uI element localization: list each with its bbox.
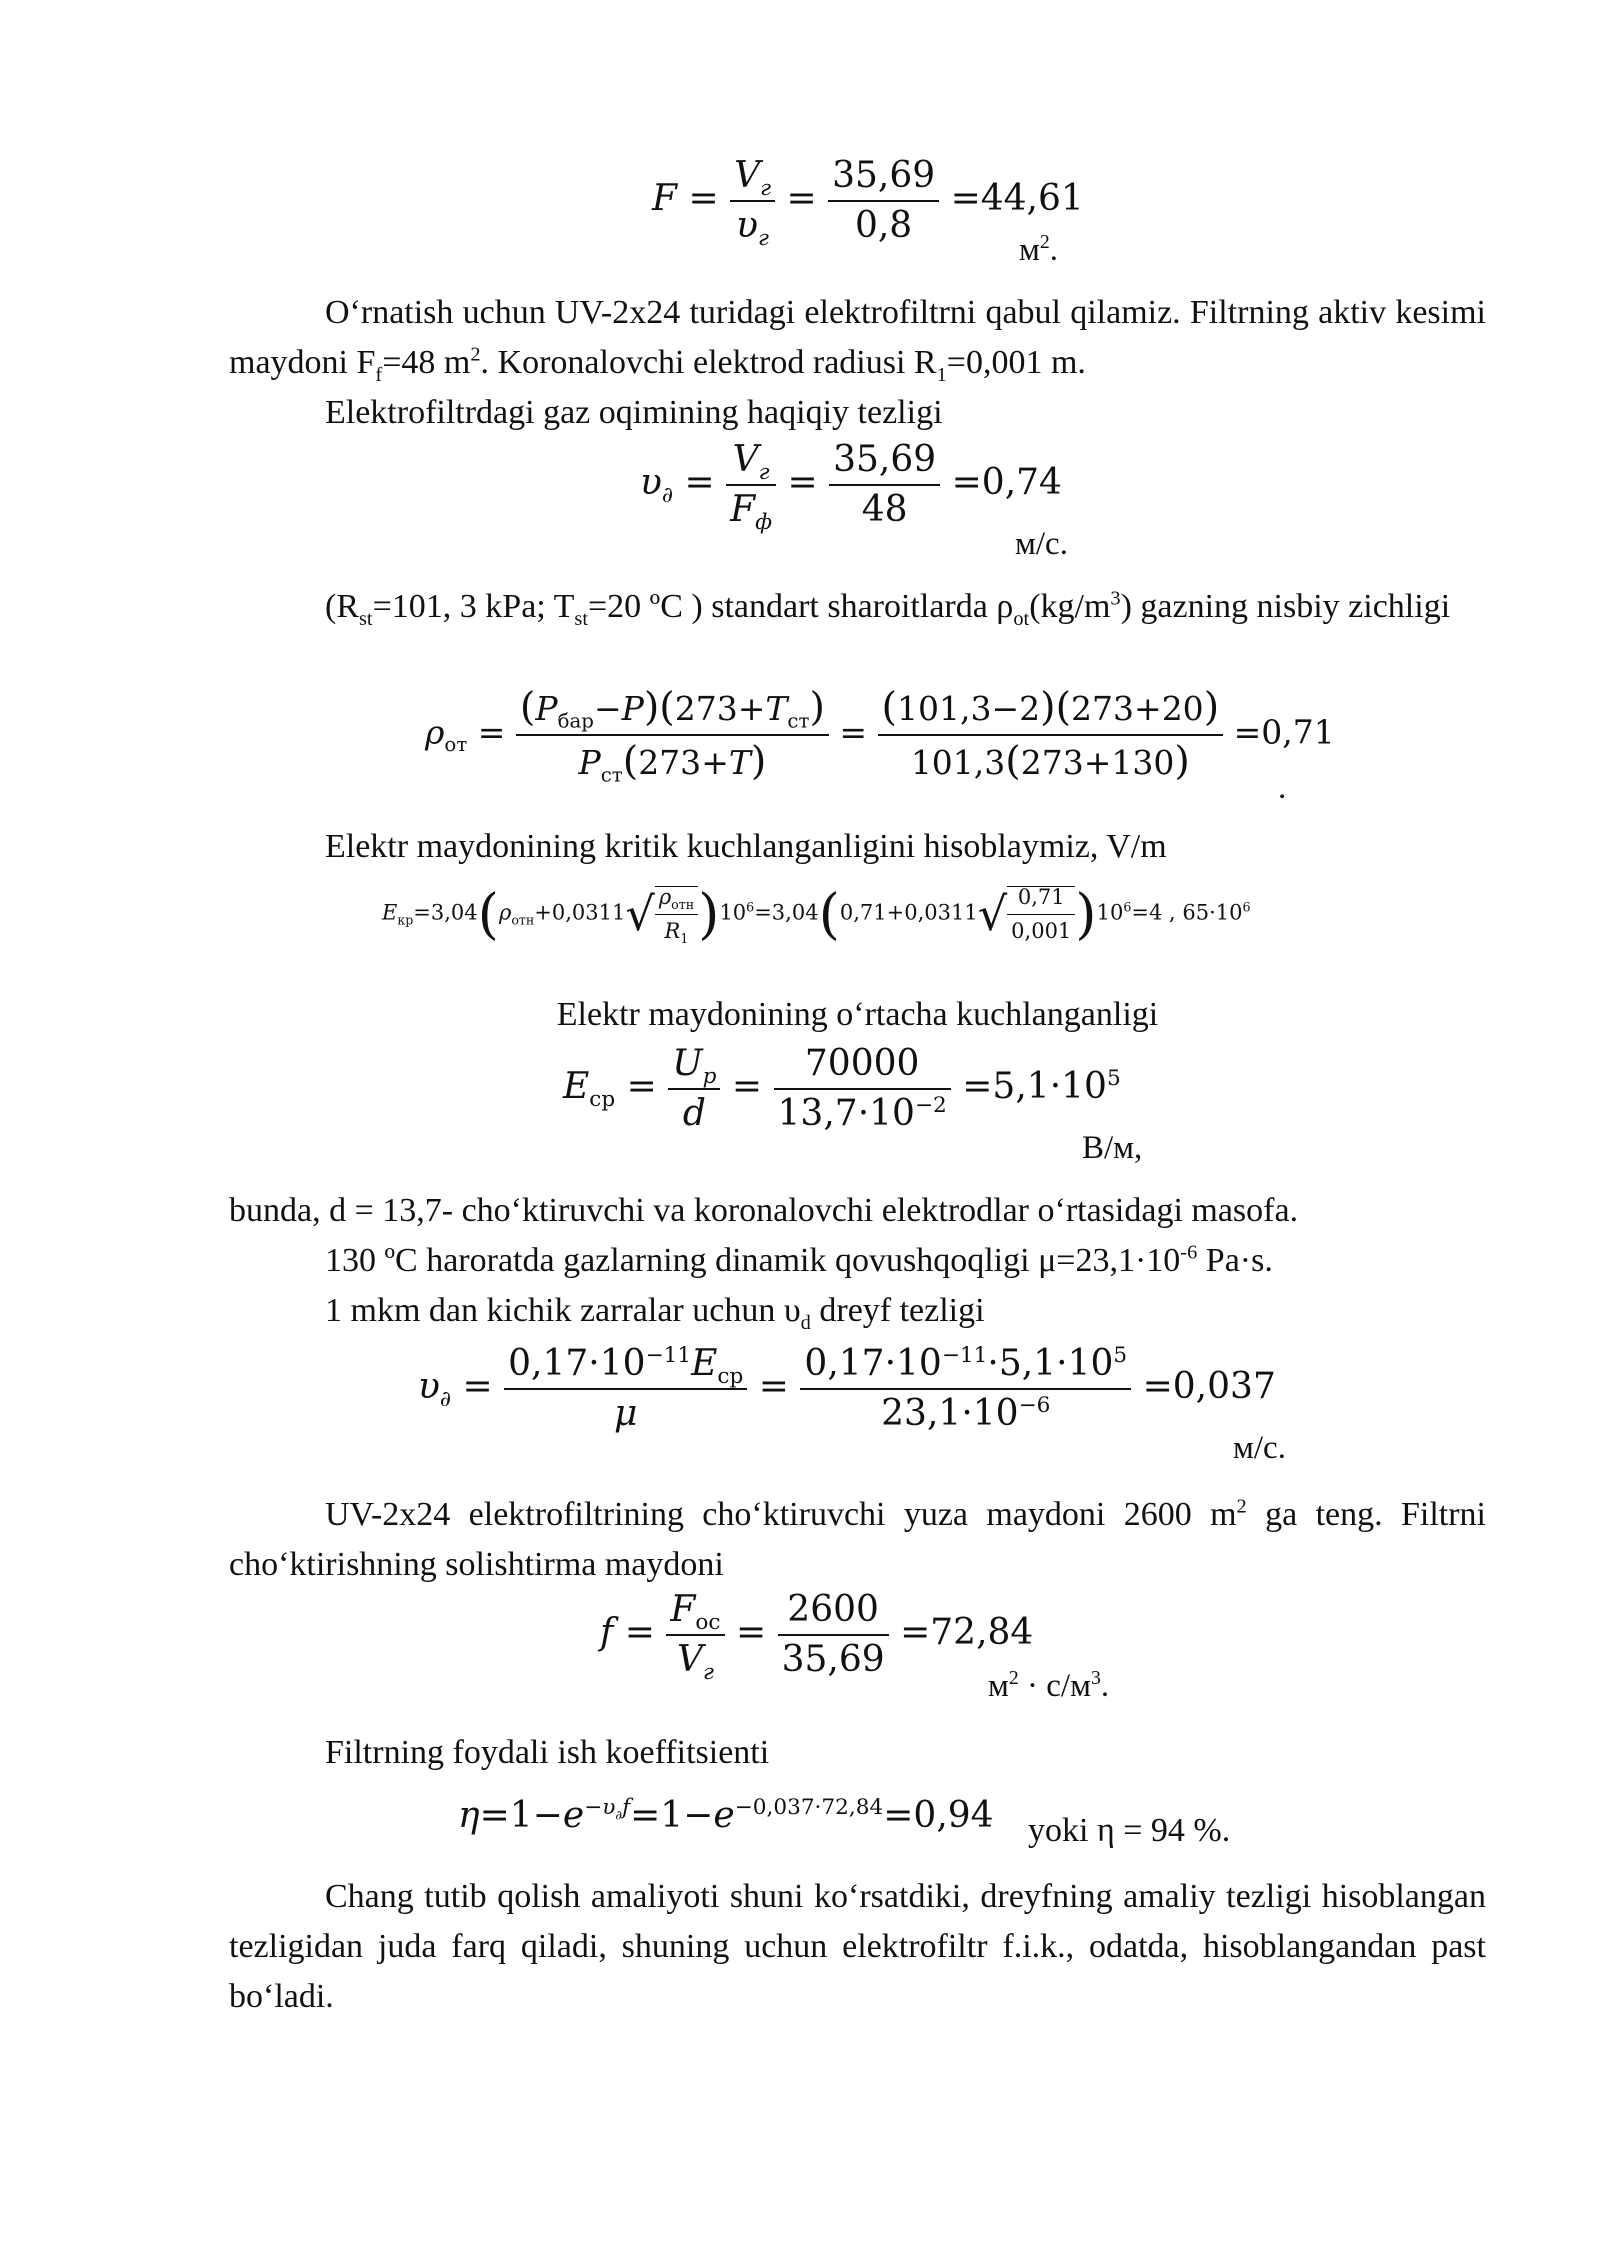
formula-symbol: υ (736, 205, 758, 246)
fraction: $\frac{U_p}{d}$ (668, 1046, 720, 1132)
fraction: $\frac{35,69}{48}$ (829, 442, 940, 528)
formula-symbol: V (734, 155, 761, 196)
paragraph: Elektrofiltrdagi gaz oqimining haqiqiy tezligi (325, 394, 943, 431)
formula-symbol: F (652, 178, 677, 219)
formula-result: 0,74 (981, 462, 1062, 503)
paragraph: UV-2x24 elektrofiltrining cho‘ktiruvchi yuza maydoni 2600 $m^2$ ga teng. Filtrni cho‘ktirishning solishtirma maydoni (229, 1495, 1486, 1583)
unit-label: $м^2 \cdot с/м^3$. (988, 1667, 1110, 1704)
formula-result: 0,94 (913, 1795, 994, 1836)
formula-relative-density: $\rho_{от}$ = $\frac{(P_{бар}-P)(273+T_{ст})}{P_{ст}(273+T)}$ = $\frac{(101,3-2)(273+20)}{101,3(273+130)}$ =0,71 (425, 684, 1335, 787)
fraction: $\frac{0,17\cdot 10^{-11}\cdot 5,1\cdot 10^5}{23,1\cdot 10^{-6}}$ (800, 1346, 1131, 1432)
fraction: $\frac{F_{ос}}{V_г}$ (666, 1592, 724, 1678)
fraction: $\frac{\rho_{отн}}{R_1}$ (655, 886, 698, 942)
fraction: $\frac{(P_{бар}-P)(273+T_{ст})}{P_{ст}(273+T)}$ (516, 688, 829, 781)
fraction (730, 155, 775, 252)
fraction: $\frac{V_г}{F_ф}$ (726, 442, 776, 528)
fraction (828, 155, 939, 246)
formula-end-dot: . (1278, 770, 1287, 806)
formula-drift-velocity: $\upsilon_\partial$ = $\frac{0,17\cdot 10^{-11}E_{ср}}{\mu}$ = $\frac{0,17\cdot 10^{-11}\cdot 5,1\cdot 10^5}{23,1\cdot 10^{-6}}$ =0,037 (418, 1343, 1276, 1434)
unit-label: м/с. (1015, 526, 1068, 562)
formula-number: 35,69 (832, 155, 936, 196)
formula-result: 0,037 (1172, 1366, 1276, 1407)
paragraph: ($R_{st}=101$, 3 kPa; $T_{st}=20$ ºC ) standart sharoitlarda $\rho_{ot}(kg/m^3)$ gazning nisbiy zichligi (325, 587, 1451, 630)
formula-result: 44,61 (980, 178, 1084, 219)
fraction: $\frac{0,17\cdot 10^{-11}E_{ср}}{\mu}$ (504, 1346, 747, 1432)
paragraph: Elektr maydonining kritik kuchlanganligini hisoblaymiz, V/m (325, 828, 1167, 865)
paragraph: Filtrning foydali ish koeffitsienti (325, 1734, 770, 1771)
formula-critical-field: $E_{кр}=3,04(\rho_{отн}+0,0311√$ $\frac{\rho_{отн}}{R_1}$ )$10^6=3,04(0,71+0,0311√$ $\frac{0,71}{0,001}$ )$10^6=4$ , $65\cdot 10^6$ (382, 881, 1251, 947)
paragraph: 1 mkm dan kichik zarralar uchun $\upsilon_d$ dreyf tezligi (325, 1292, 985, 1334)
formula-gas-velocity: $\upsilon_\partial$ = $\frac{V_г}{F_ф}$ = $\frac{35,69}{48}$ =0,74 (640, 439, 1062, 536)
fraction: $\frac{0,71}{0,001}$ (1007, 886, 1075, 942)
formula-mean-field: $E_{ср}$ = $\frac{U_p}{d}$ = $\frac{70000}{13,7\cdot 10^{-2}}$ $=5,1\cdot 10^5$ (563, 1043, 1121, 1134)
fraction: $\frac{(101,3-2)(273+20)}{101,3(273+130)}$ (878, 688, 1224, 781)
formula-subscript: г (758, 226, 769, 252)
unit-label: м/с. (1233, 1430, 1286, 1466)
formula-specific-area: f = $\frac{F_{ос}}{V_г}$ = $\frac{2600}{35,69}$ =72,84 (600, 1589, 1034, 1686)
paragraph: 130 ºC haroratda gazlarning dinamik qovushqoqligi $\mu=23,1\cdot 10^{-6}$ Pa·s. (325, 1241, 1273, 1279)
paragraph: Chang tutib qolish amaliyoti shuni ko‘rsatdiki, dreyfning amaliy tezligi hisoblangan tezligidan juda farq qiladi, shuning uchun elektrofiltr f.i.k., odatda, hisoblangandan past bo‘ladi. (229, 1878, 1486, 2015)
fraction: $\frac{70000}{13,7\cdot 10^{-2}}$ (774, 1046, 951, 1132)
formula-number: 0,8 (828, 200, 939, 244)
fraction: $\frac{2600}{35,69}$ (778, 1592, 889, 1678)
paragraph: Elektr maydonining o‘rtacha kuchlanganligi (556, 996, 1159, 1033)
efficiency-percent-text: yoki η = 94 %. (1028, 1812, 1231, 1849)
formula-result: 0,71 (1261, 712, 1335, 752)
formula-result: 72,84 (930, 1612, 1034, 1653)
unit-label: В/м, (1082, 1130, 1143, 1166)
formula-subscript: г (760, 176, 771, 202)
formula-filter-area: F = $\frac{V_г}{\upsilon_г}$ = $\frac{35,69}{0,8}$ =44,61 (652, 155, 1084, 252)
paragraph: bunda, d = 13,7- cho‘ktiruvchi va koronalovchi elektrodlar o‘rtasidagi masofa. (229, 1192, 1299, 1229)
formula-efficiency: $\eta=1-e^{-\upsilon_\partial f}=1-e^{-0,037\cdot 72,84}=0,94$ (458, 1795, 994, 1836)
paragraph: O‘rnatish uchun UV-2x24 turidagi elektrofiltrni qabul qilamiz. Filtrning aktiv kesimi maydoni $F_f=48$ $m^2$. Koronalovchi elektrod radiusi $R_1=0,001$ m. (229, 294, 1486, 386)
unit-label: $м^2$. (1019, 231, 1059, 268)
